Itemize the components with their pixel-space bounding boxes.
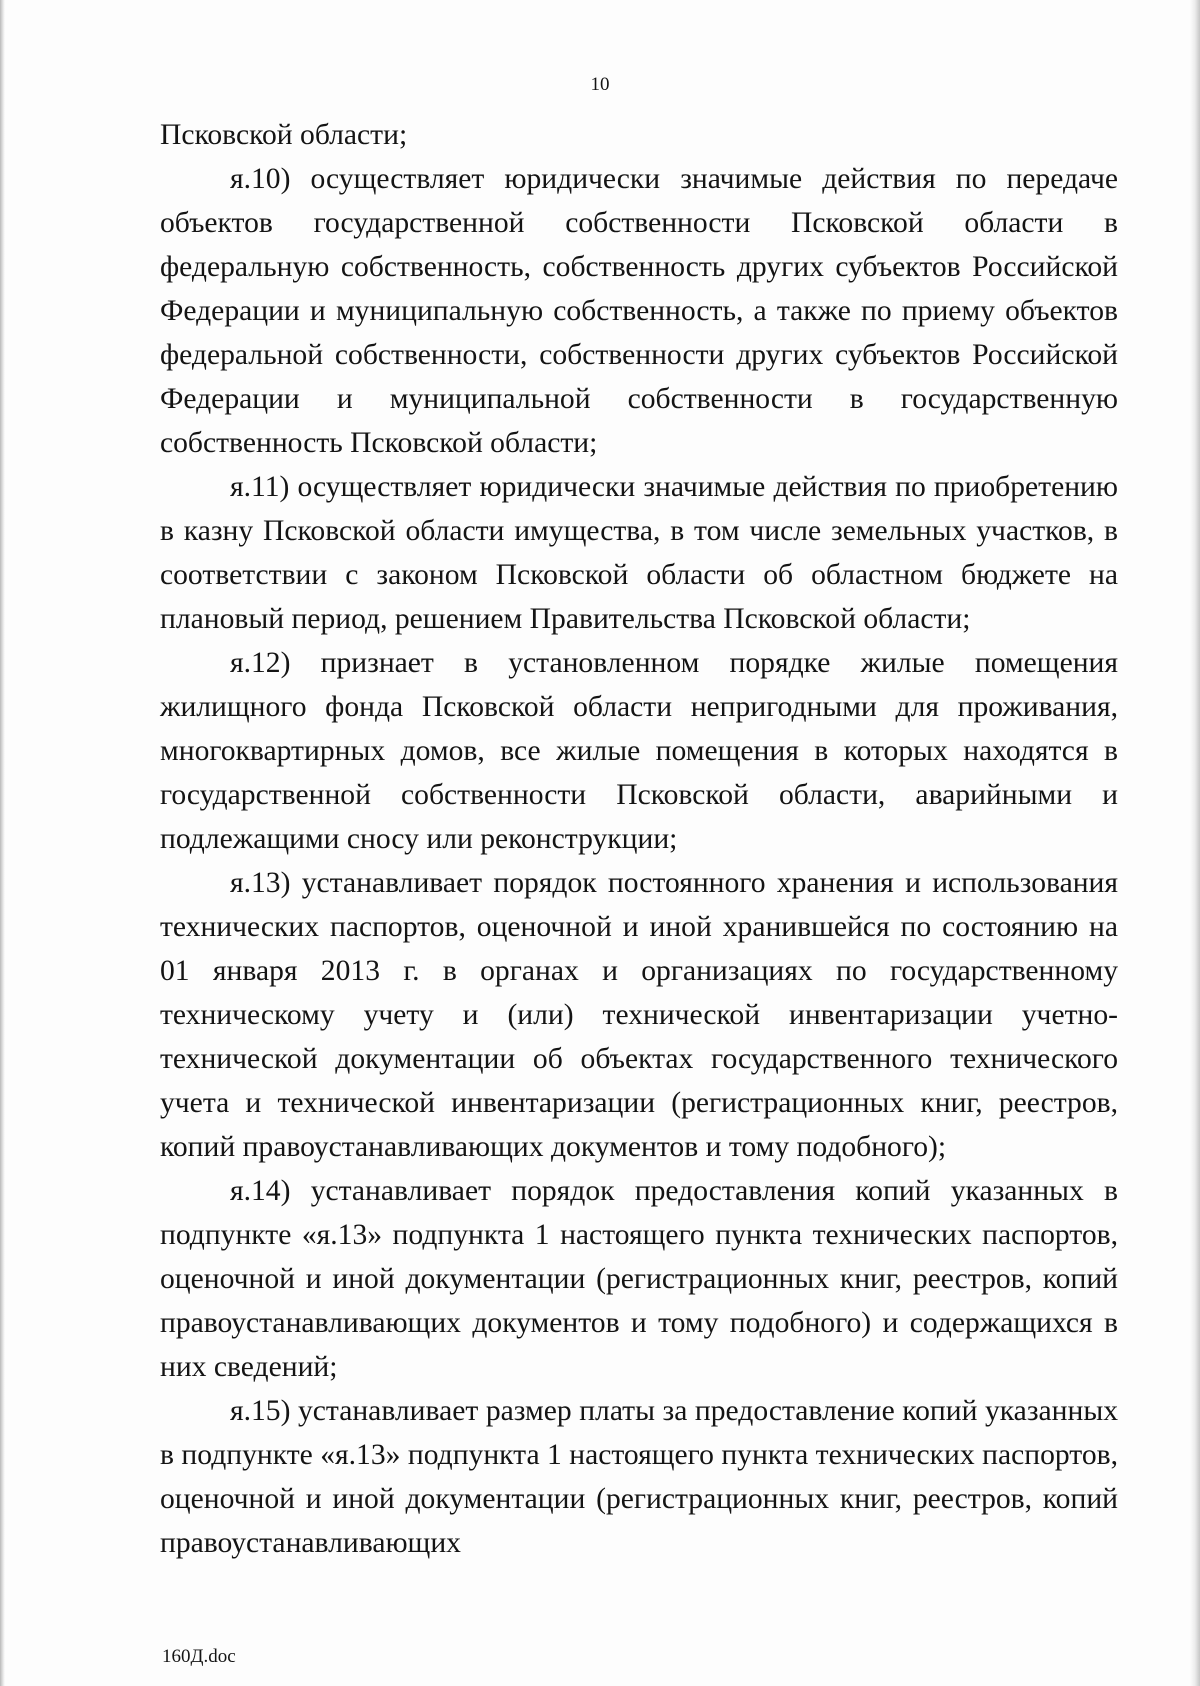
page-number: 10 xyxy=(590,74,610,95)
paragraph-ya15: я.15) устанавливает размер платы за предоставление копий указанных в подпункте «я.13» подпункта 1 настоящего пункта технических паспортов, оценочной и иной документации (регистрационных книг, реестров, копий правоустанавливающих xyxy=(160,1395,1118,1559)
paragraph-ya14: я.14) устанавливает порядок предоставления копий указанных в подпункте «я.13» подпункта 1 настоящего пункта технических паспортов, оценочной и иной документации (регистрационных книг, реестров, копий правоустанавливающих документов и тому подобного) и содержащихся в них сведений; xyxy=(160,1175,1118,1383)
paragraph-ya12: я.12) признает в установленном порядке жилые помещения жилищного фонда Псковской области непригодными для проживания, многоквартирных домов, все жилые помещения в которых находятся в государственной собственности Псковской области, аварийными и подлежащими сносу или реконструкции; xyxy=(160,647,1118,855)
footer-filename: 160Д.doc xyxy=(162,1646,236,1667)
paragraph-ya10: я.10) осуществляет юридически значимые действия по передаче объектов государственной собственности Псковской области в федеральную собственность, собственность других субъектов Российской Федерации и муниципальную собственность, а также по приему объектов федеральной собственности, собственности других субъектов Российской Федерации и муниципальной собственности в государственную собственность Псковской области; xyxy=(160,163,1118,459)
paragraph-ya11: я.11) осуществляет юридически значимые действия по приобретению в казну Псковской области имущества, в том числе земельных участков, в соответствии с законом Псковской области об областном бюджете на плановый период, решением Правительства Псковской области; xyxy=(160,471,1118,635)
scan-edge-left xyxy=(0,0,5,1686)
paragraph-continuation: Псковской области; xyxy=(160,119,408,151)
paragraph-ya13: я.13) устанавливает порядок постоянного хранения и использования технических паспортов, оценочной и иной хранившейся по состоянию на 01 января 2013 г. в органах и организациях по государственному техническому учету и (или) технической инвентаризации учетно-технической документации об объектах государственного технического учета и технической инвентаризации (регистрационных книг, реестров, копий правоустанавливающих документов и тому подобного); xyxy=(160,867,1118,1163)
document-body xyxy=(160,113,1118,1565)
scan-edge-right xyxy=(1190,0,1200,1686)
